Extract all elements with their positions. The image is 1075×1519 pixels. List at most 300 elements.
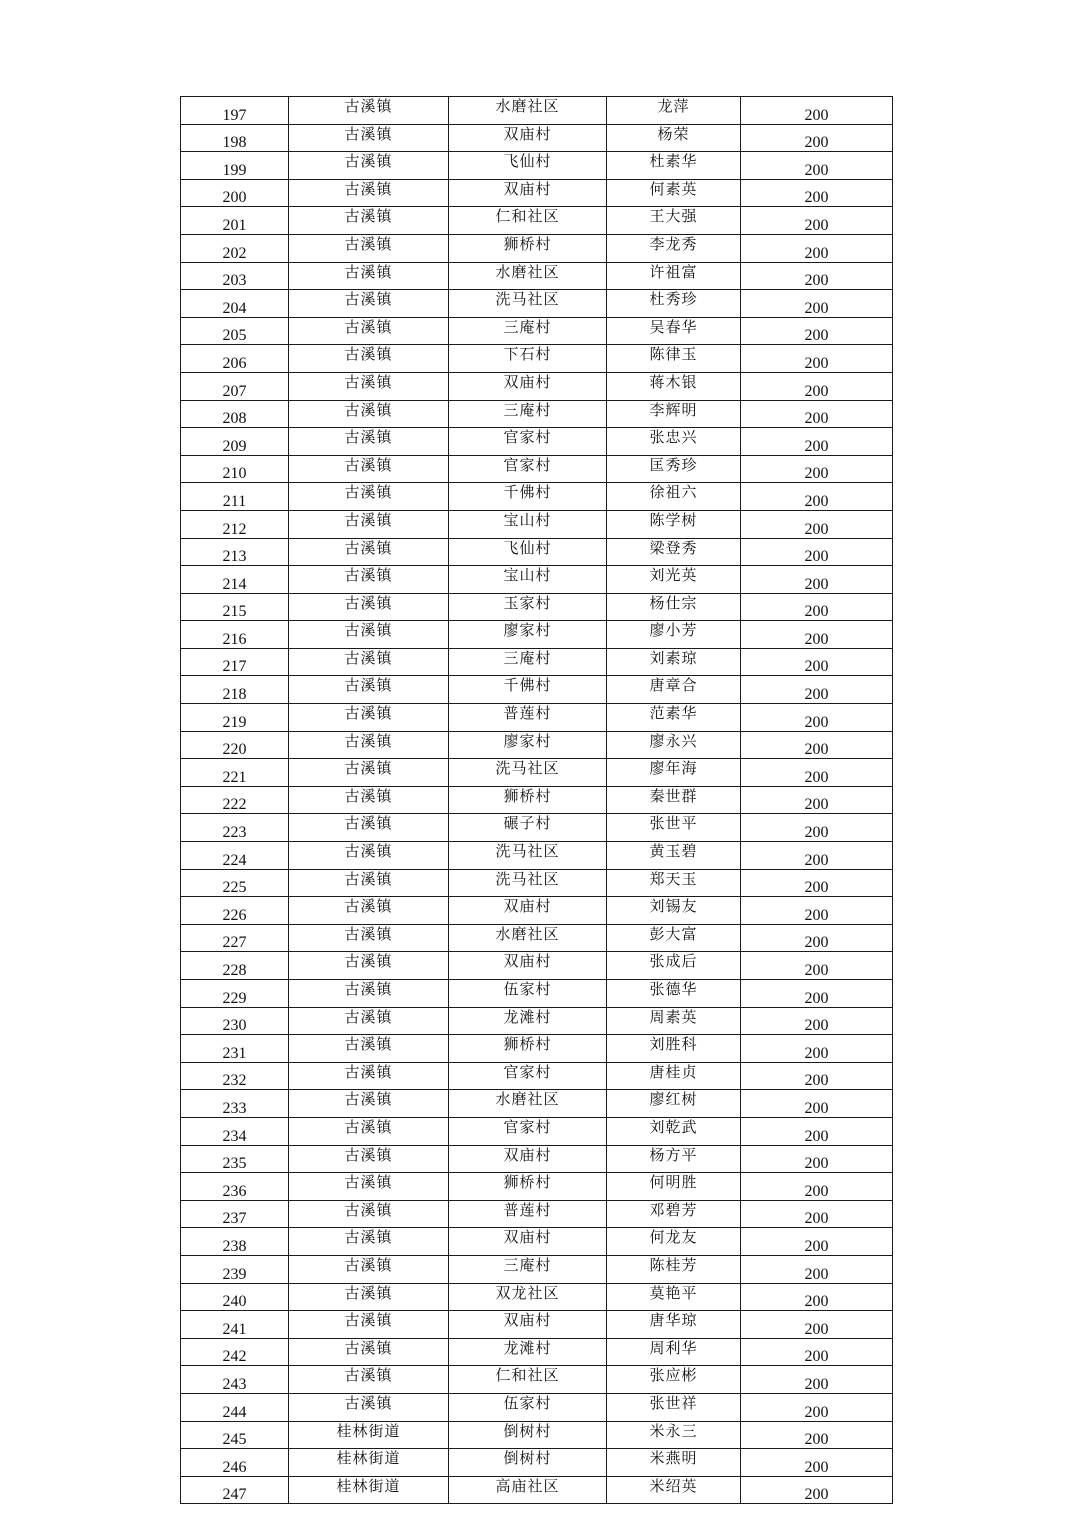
cell-amount: 200	[741, 1311, 893, 1339]
table-row	[181, 179, 893, 207]
cell-person-name: 杨仕宗	[607, 593, 741, 621]
table-row	[181, 648, 893, 676]
cell-town: 古溪镇	[289, 1338, 449, 1366]
cell-amount: 200	[741, 1338, 893, 1366]
cell-village: 官家村	[449, 455, 607, 483]
cell-town: 古溪镇	[289, 207, 449, 235]
cell-town: 桂林街道	[289, 1421, 449, 1449]
cell-village: 宝山村	[449, 510, 607, 538]
cell-person-name: 彭大富	[607, 924, 741, 952]
cell-town: 古溪镇	[289, 234, 449, 262]
cell-town: 古溪镇	[289, 952, 449, 980]
cell-person-name: 许祖富	[607, 262, 741, 290]
cell-row-number: 224	[181, 842, 289, 870]
table-row	[181, 1007, 893, 1035]
cell-row-number: 232	[181, 1062, 289, 1090]
cell-person-name: 徐祖六	[607, 483, 741, 511]
cell-person-name: 郑天玉	[607, 869, 741, 897]
table-row	[181, 897, 893, 925]
cell-person-name: 米燕明	[607, 1449, 741, 1477]
cell-amount: 200	[741, 566, 893, 594]
cell-town: 古溪镇	[289, 455, 449, 483]
cell-town: 古溪镇	[289, 1366, 449, 1394]
cell-person-name: 刘锡友	[607, 897, 741, 925]
cell-village: 普莲村	[449, 1200, 607, 1228]
table-row	[181, 731, 893, 759]
cell-amount: 200	[741, 1393, 893, 1421]
cell-person-name: 唐桂贞	[607, 1062, 741, 1090]
cell-amount: 200	[741, 179, 893, 207]
table-row	[181, 1421, 893, 1449]
cell-amount: 200	[741, 1035, 893, 1063]
cell-person-name: 廖小芳	[607, 621, 741, 649]
cell-village: 倒树村	[449, 1449, 607, 1477]
cell-person-name: 何龙友	[607, 1228, 741, 1256]
cell-amount: 200	[741, 152, 893, 180]
cell-row-number: 216	[181, 621, 289, 649]
cell-town: 古溪镇	[289, 1228, 449, 1256]
cell-row-number: 222	[181, 786, 289, 814]
cell-person-name: 秦世群	[607, 786, 741, 814]
cell-person-name: 刘光英	[607, 566, 741, 594]
cell-town: 古溪镇	[289, 428, 449, 456]
cell-person-name: 杜素华	[607, 152, 741, 180]
cell-row-number: 214	[181, 566, 289, 594]
table-row	[181, 980, 893, 1008]
cell-amount: 200	[741, 1062, 893, 1090]
cell-person-name: 何明胜	[607, 1173, 741, 1201]
cell-village: 倒树村	[449, 1421, 607, 1449]
cell-amount: 200	[741, 1117, 893, 1145]
table-row	[181, 345, 893, 373]
cell-village: 水磨社区	[449, 1090, 607, 1118]
cell-village: 官家村	[449, 1117, 607, 1145]
cell-person-name: 张世祥	[607, 1393, 741, 1421]
table-row	[181, 234, 893, 262]
cell-row-number: 226	[181, 897, 289, 925]
table-row	[181, 1062, 893, 1090]
table-row	[181, 1117, 893, 1145]
cell-amount: 200	[741, 234, 893, 262]
cell-person-name: 王大强	[607, 207, 741, 235]
table-row	[181, 924, 893, 952]
cell-row-number: 230	[181, 1007, 289, 1035]
cell-town: 古溪镇	[289, 1035, 449, 1063]
cell-row-number: 208	[181, 400, 289, 428]
table-row	[181, 759, 893, 787]
cell-amount: 200	[741, 345, 893, 373]
cell-town: 古溪镇	[289, 1200, 449, 1228]
cell-person-name: 龙萍	[607, 97, 741, 125]
cell-village: 水磨社区	[449, 924, 607, 952]
table-row	[181, 593, 893, 621]
cell-person-name: 张忠兴	[607, 428, 741, 456]
table-row	[181, 621, 893, 649]
cell-person-name: 张应彬	[607, 1366, 741, 1394]
cell-town: 古溪镇	[289, 317, 449, 345]
cell-village: 下石村	[449, 345, 607, 373]
cell-town: 古溪镇	[289, 648, 449, 676]
table-row	[181, 704, 893, 732]
cell-row-number: 200	[181, 179, 289, 207]
cell-row-number: 240	[181, 1283, 289, 1311]
cell-village: 狮桥村	[449, 1035, 607, 1063]
table-row	[181, 1255, 893, 1283]
cell-row-number: 205	[181, 317, 289, 345]
cell-amount: 200	[741, 124, 893, 152]
cell-village: 官家村	[449, 1062, 607, 1090]
table-row	[181, 842, 893, 870]
cell-town: 古溪镇	[289, 152, 449, 180]
cell-amount: 200	[741, 1228, 893, 1256]
cell-town: 古溪镇	[289, 1145, 449, 1173]
subsidy-list-table-container	[180, 96, 892, 1504]
cell-village: 官家村	[449, 428, 607, 456]
cell-town: 古溪镇	[289, 1311, 449, 1339]
table-row	[181, 1200, 893, 1228]
cell-row-number: 201	[181, 207, 289, 235]
cell-amount: 200	[741, 483, 893, 511]
cell-person-name: 范素华	[607, 704, 741, 732]
cell-village: 水磨社区	[449, 97, 607, 125]
cell-amount: 200	[741, 1449, 893, 1477]
cell-amount: 200	[741, 428, 893, 456]
cell-town: 古溪镇	[289, 290, 449, 318]
cell-amount: 200	[741, 1173, 893, 1201]
cell-amount: 200	[741, 1255, 893, 1283]
table-row	[181, 1035, 893, 1063]
cell-town: 古溪镇	[289, 1255, 449, 1283]
cell-row-number: 197	[181, 97, 289, 125]
cell-amount: 200	[741, 952, 893, 980]
cell-row-number: 247	[181, 1476, 289, 1504]
table-row	[181, 676, 893, 704]
cell-row-number: 243	[181, 1366, 289, 1394]
table-row	[181, 1393, 893, 1421]
cell-town: 古溪镇	[289, 759, 449, 787]
cell-row-number: 244	[181, 1393, 289, 1421]
cell-row-number: 220	[181, 731, 289, 759]
cell-village: 三庵村	[449, 317, 607, 345]
cell-town: 古溪镇	[289, 842, 449, 870]
table-row	[181, 1449, 893, 1477]
cell-person-name: 唐章合	[607, 676, 741, 704]
cell-village: 伍家村	[449, 1393, 607, 1421]
cell-person-name: 陈桂芳	[607, 1255, 741, 1283]
cell-village: 伍家村	[449, 980, 607, 1008]
cell-town: 古溪镇	[289, 400, 449, 428]
cell-row-number: 229	[181, 980, 289, 1008]
cell-town: 古溪镇	[289, 676, 449, 704]
table-row	[181, 510, 893, 538]
table-row	[181, 207, 893, 235]
cell-amount: 200	[741, 538, 893, 566]
cell-amount: 200	[741, 97, 893, 125]
cell-village: 玉家村	[449, 593, 607, 621]
cell-town: 古溪镇	[289, 97, 449, 125]
cell-town: 古溪镇	[289, 1393, 449, 1421]
cell-row-number: 246	[181, 1449, 289, 1477]
cell-row-number: 239	[181, 1255, 289, 1283]
cell-row-number: 235	[181, 1145, 289, 1173]
cell-town: 古溪镇	[289, 869, 449, 897]
cell-person-name: 杨荣	[607, 124, 741, 152]
cell-amount: 200	[741, 1090, 893, 1118]
cell-row-number: 231	[181, 1035, 289, 1063]
table-row	[181, 290, 893, 318]
cell-amount: 200	[741, 980, 893, 1008]
cell-row-number: 215	[181, 593, 289, 621]
cell-village: 洗马社区	[449, 290, 607, 318]
table-body	[181, 97, 893, 1504]
cell-row-number: 238	[181, 1228, 289, 1256]
cell-village: 廖家村	[449, 621, 607, 649]
cell-village: 双庙村	[449, 897, 607, 925]
cell-town: 古溪镇	[289, 593, 449, 621]
table-row	[181, 262, 893, 290]
cell-amount: 200	[741, 648, 893, 676]
cell-village: 宝山村	[449, 566, 607, 594]
cell-town: 古溪镇	[289, 483, 449, 511]
cell-amount: 200	[741, 290, 893, 318]
cell-village: 仁和社区	[449, 1366, 607, 1394]
cell-village: 双庙村	[449, 179, 607, 207]
cell-amount: 200	[741, 1007, 893, 1035]
cell-row-number: 223	[181, 814, 289, 842]
cell-town: 古溪镇	[289, 814, 449, 842]
table-row	[181, 869, 893, 897]
cell-village: 千佛村	[449, 483, 607, 511]
cell-row-number: 225	[181, 869, 289, 897]
cell-town: 古溪镇	[289, 786, 449, 814]
cell-amount: 200	[741, 759, 893, 787]
cell-person-name: 周素英	[607, 1007, 741, 1035]
cell-town: 古溪镇	[289, 924, 449, 952]
table-row	[181, 455, 893, 483]
cell-amount: 200	[741, 814, 893, 842]
cell-amount: 200	[741, 842, 893, 870]
table-row	[181, 814, 893, 842]
cell-town: 古溪镇	[289, 1283, 449, 1311]
cell-row-number: 233	[181, 1090, 289, 1118]
table-row	[181, 372, 893, 400]
cell-person-name: 米永三	[607, 1421, 741, 1449]
table-row	[181, 786, 893, 814]
cell-town: 古溪镇	[289, 897, 449, 925]
table-row	[181, 1338, 893, 1366]
cell-amount: 200	[741, 510, 893, 538]
cell-village: 飞仙村	[449, 152, 607, 180]
cell-row-number: 207	[181, 372, 289, 400]
table-row	[181, 400, 893, 428]
cell-row-number: 204	[181, 290, 289, 318]
cell-row-number: 234	[181, 1117, 289, 1145]
cell-amount: 200	[741, 1476, 893, 1504]
cell-village: 双龙社区	[449, 1283, 607, 1311]
table-row	[181, 1145, 893, 1173]
cell-row-number: 211	[181, 483, 289, 511]
cell-village: 双庙村	[449, 952, 607, 980]
table-row	[181, 317, 893, 345]
cell-row-number: 237	[181, 1200, 289, 1228]
cell-town: 桂林街道	[289, 1476, 449, 1504]
cell-row-number: 236	[181, 1173, 289, 1201]
cell-town: 古溪镇	[289, 372, 449, 400]
cell-amount: 200	[741, 317, 893, 345]
cell-town: 古溪镇	[289, 538, 449, 566]
cell-amount: 200	[741, 1421, 893, 1449]
cell-town: 古溪镇	[289, 124, 449, 152]
table-row	[181, 1476, 893, 1504]
table-row	[181, 1173, 893, 1201]
table-row	[181, 152, 893, 180]
cell-amount: 200	[741, 207, 893, 235]
cell-row-number: 219	[181, 704, 289, 732]
cell-village: 水磨社区	[449, 262, 607, 290]
cell-amount: 200	[741, 1200, 893, 1228]
cell-person-name: 何素英	[607, 179, 741, 207]
cell-amount: 200	[741, 621, 893, 649]
cell-village: 洗马社区	[449, 759, 607, 787]
cell-village: 三庵村	[449, 1255, 607, 1283]
cell-village: 洗马社区	[449, 842, 607, 870]
cell-person-name: 廖红树	[607, 1090, 741, 1118]
cell-person-name: 刘素琼	[607, 648, 741, 676]
cell-village: 高庙社区	[449, 1476, 607, 1504]
cell-village: 双庙村	[449, 372, 607, 400]
cell-village: 双庙村	[449, 124, 607, 152]
cell-person-name: 张德华	[607, 980, 741, 1008]
cell-village: 千佛村	[449, 676, 607, 704]
table-row	[181, 538, 893, 566]
cell-person-name: 梁登秀	[607, 538, 741, 566]
cell-row-number: 209	[181, 428, 289, 456]
table-row	[181, 1283, 893, 1311]
cell-amount: 200	[741, 1283, 893, 1311]
cell-town: 古溪镇	[289, 1062, 449, 1090]
cell-village: 双庙村	[449, 1311, 607, 1339]
cell-person-name: 李辉明	[607, 400, 741, 428]
cell-village: 双庙村	[449, 1145, 607, 1173]
cell-village: 仁和社区	[449, 207, 607, 235]
cell-village: 碾子村	[449, 814, 607, 842]
cell-row-number: 217	[181, 648, 289, 676]
cell-town: 古溪镇	[289, 731, 449, 759]
cell-town: 古溪镇	[289, 262, 449, 290]
cell-row-number: 228	[181, 952, 289, 980]
cell-village: 狮桥村	[449, 786, 607, 814]
cell-town: 古溪镇	[289, 179, 449, 207]
table-row	[181, 566, 893, 594]
cell-row-number: 199	[181, 152, 289, 180]
cell-village: 三庵村	[449, 648, 607, 676]
cell-person-name: 米绍英	[607, 1476, 741, 1504]
cell-row-number: 242	[181, 1338, 289, 1366]
cell-person-name: 黄玉碧	[607, 842, 741, 870]
cell-person-name: 匡秀珍	[607, 455, 741, 483]
cell-village: 狮桥村	[449, 234, 607, 262]
cell-person-name: 廖永兴	[607, 731, 741, 759]
cell-person-name: 李龙秀	[607, 234, 741, 262]
cell-row-number: 210	[181, 455, 289, 483]
cell-person-name: 陈学树	[607, 510, 741, 538]
cell-amount: 200	[741, 731, 893, 759]
cell-person-name: 刘胜科	[607, 1035, 741, 1063]
cell-town: 古溪镇	[289, 510, 449, 538]
cell-row-number: 202	[181, 234, 289, 262]
cell-amount: 200	[741, 372, 893, 400]
cell-village: 飞仙村	[449, 538, 607, 566]
cell-person-name: 陈律玉	[607, 345, 741, 373]
cell-town: 桂林街道	[289, 1449, 449, 1477]
cell-row-number: 212	[181, 510, 289, 538]
cell-town: 古溪镇	[289, 1173, 449, 1201]
table-row	[181, 1366, 893, 1394]
cell-person-name: 莫艳平	[607, 1283, 741, 1311]
cell-town: 古溪镇	[289, 704, 449, 732]
cell-person-name: 邓碧芳	[607, 1200, 741, 1228]
cell-row-number: 245	[181, 1421, 289, 1449]
cell-person-name: 吴春华	[607, 317, 741, 345]
cell-amount: 200	[741, 897, 893, 925]
cell-row-number: 241	[181, 1311, 289, 1339]
cell-row-number: 206	[181, 345, 289, 373]
cell-village: 廖家村	[449, 731, 607, 759]
cell-village: 普莲村	[449, 704, 607, 732]
table-row	[181, 1090, 893, 1118]
cell-amount: 200	[741, 676, 893, 704]
cell-person-name: 廖年海	[607, 759, 741, 787]
cell-row-number: 198	[181, 124, 289, 152]
cell-row-number: 203	[181, 262, 289, 290]
cell-town: 古溪镇	[289, 621, 449, 649]
cell-village: 洗马社区	[449, 869, 607, 897]
cell-person-name: 周利华	[607, 1338, 741, 1366]
subsidy-list-table	[180, 96, 893, 1504]
cell-row-number: 218	[181, 676, 289, 704]
cell-amount: 200	[741, 400, 893, 428]
cell-village: 狮桥村	[449, 1173, 607, 1201]
cell-person-name: 刘乾武	[607, 1117, 741, 1145]
cell-amount: 200	[741, 1366, 893, 1394]
cell-town: 古溪镇	[289, 566, 449, 594]
cell-village: 三庵村	[449, 400, 607, 428]
cell-person-name: 蒋木银	[607, 372, 741, 400]
cell-row-number: 213	[181, 538, 289, 566]
cell-person-name: 杜秀珍	[607, 290, 741, 318]
cell-town: 古溪镇	[289, 345, 449, 373]
cell-village: 龙滩村	[449, 1338, 607, 1366]
cell-town: 古溪镇	[289, 1007, 449, 1035]
cell-town: 古溪镇	[289, 1117, 449, 1145]
table-row	[181, 1228, 893, 1256]
cell-person-name: 唐华琼	[607, 1311, 741, 1339]
cell-amount: 200	[741, 1145, 893, 1173]
table-row	[181, 97, 893, 125]
cell-person-name: 杨方平	[607, 1145, 741, 1173]
cell-amount: 200	[741, 262, 893, 290]
cell-village: 双庙村	[449, 1228, 607, 1256]
cell-amount: 200	[741, 786, 893, 814]
cell-amount: 200	[741, 704, 893, 732]
cell-amount: 200	[741, 869, 893, 897]
cell-amount: 200	[741, 924, 893, 952]
table-row	[181, 1311, 893, 1339]
cell-person-name: 张成后	[607, 952, 741, 980]
cell-amount: 200	[741, 455, 893, 483]
cell-village: 龙滩村	[449, 1007, 607, 1035]
cell-amount: 200	[741, 593, 893, 621]
